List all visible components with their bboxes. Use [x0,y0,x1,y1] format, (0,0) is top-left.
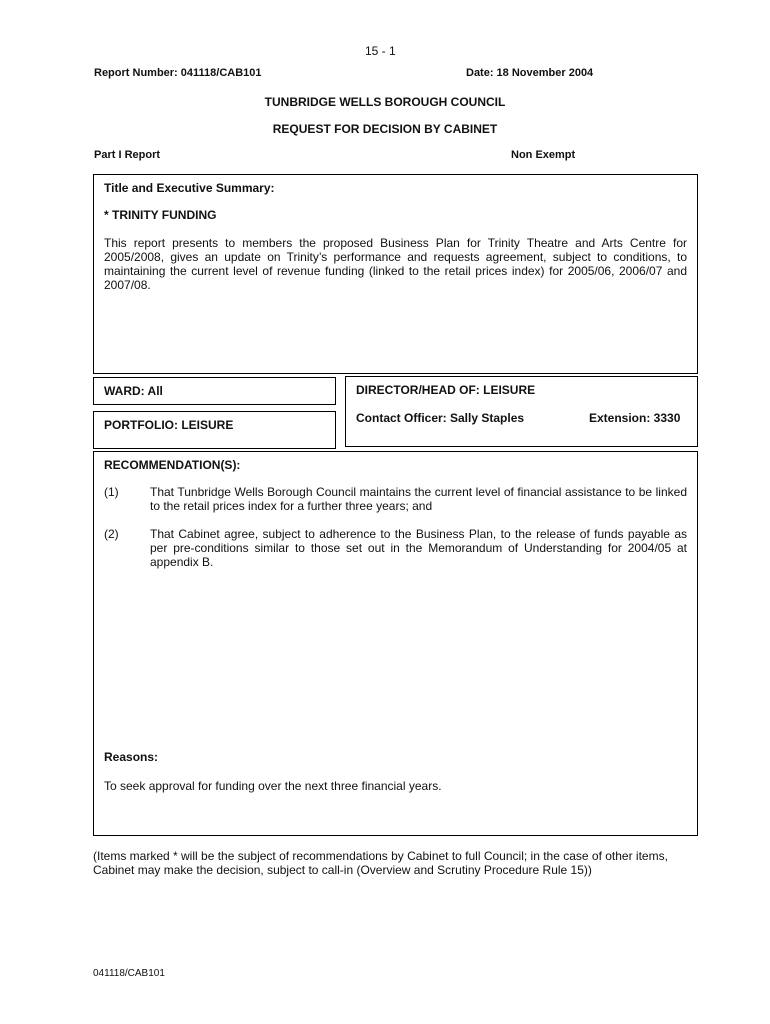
ward-box [93,377,336,405]
reasons-heading: Reasons: [104,750,159,764]
report-date: Date: 18 November 2004 [466,67,594,79]
executive-summary-box [93,174,698,374]
summary-title: * TRINITY FUNDING [104,208,217,222]
footer-reference: 041118/CAB101 [93,968,165,979]
summary-heading: Title and Executive Summary: [104,181,275,195]
report-number: Report Number: 041118/CAB101 [94,67,262,79]
request-title: REQUEST FOR DECISION BY CABINET [272,122,498,136]
page-number: 15 - 1 [365,44,396,58]
portfolio-box [93,411,336,449]
director-box [345,376,698,447]
contact-officer: Contact Officer: Sally Staples [356,411,525,425]
council-name: TUNBRIDGE WELLS BOROUGH COUNCIL [264,95,506,109]
footnote: (Items marked * will be the subject of recommendations by Cabinet to full Council; in the case of other items, Cabinet may make the decision, subject to call-in (Overview and Scrutiny Procedure Rule 15)) [93,849,668,877]
recommendation-text: That Cabinet agree, subject to adherence to the Business Plan, to the release of funds payable as per pre-conditions similar to those set out in the Memorandum of Understanding for 2004/05 at appendix B. [150,527,687,569]
recommendations-heading: RECOMMENDATION(S): [104,458,241,472]
part-label: Part I Report [94,149,161,161]
director-label: DIRECTOR/HEAD OF: LEISURE [356,383,536,397]
recommendation-number: (2) [104,527,119,541]
recommendation-number: (1) [104,485,119,499]
recommendation-text: That Tunbridge Wells Borough Council maintains the current level of financial assistance to be linked to the retail prices index for a further three years; and [150,485,687,513]
extension: Extension: 3330 [589,411,681,425]
recommendations-box [93,451,698,836]
portfolio-label: PORTFOLIO: LEISURE [104,418,234,432]
summary-body: This report presents to members the proposed Business Plan for Trinity Theatre and Arts Centre for 2005/2008, gives an update on Trinity’s performance and requests agreement, subject to conditions, to maintaining the current level of revenue funding (linked to the retail prices index) for 2005/06, 2006/07 and 2007/08. [104,236,687,292]
exempt-label: Non Exempt [511,149,576,161]
reasons-text: To seek approval for funding over the next three financial years. [104,779,442,793]
ward-label: WARD: All [104,384,163,398]
